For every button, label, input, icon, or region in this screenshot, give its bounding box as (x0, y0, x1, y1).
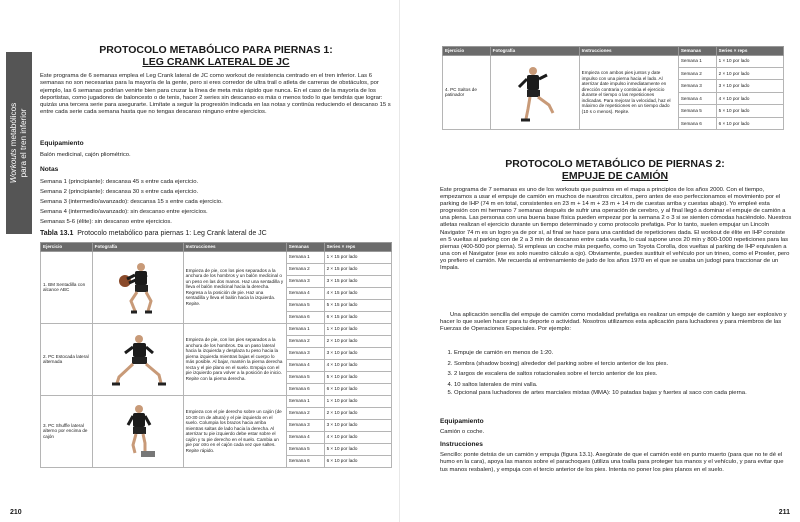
table-header-row (443, 47, 784, 56)
chapter-side-tab (6, 52, 32, 234)
week-cell: Semana 6 (286, 311, 324, 323)
note-item: Semana 3 (intermedio/avanzado): descansa 15 s entre cada ejercicio. (40, 199, 223, 205)
sets-cell: 1 × 10 por lado (716, 55, 783, 67)
week-cell: Semana 1 (286, 323, 324, 335)
sets-cell: 5 × 10 por lado (324, 371, 391, 383)
sets-cell: 1 × 10 por lado (324, 323, 391, 335)
exercise-table-left (40, 242, 392, 468)
page-title: PROTOCOLO METABÓLICO PARA PIERNAS 1: (99, 44, 333, 56)
exercise-name: 2. PC Estocada lateral alternada (41, 323, 93, 395)
squat-reach-figure-icon (95, 257, 181, 315)
exercise-name: 3. PC Shuffle lateral alterno por encima de cajón (41, 395, 93, 467)
example-list (440, 348, 794, 398)
sets-cell: 6 × 10 por lado (716, 117, 783, 129)
lateral-lunge-figure-icon (95, 329, 181, 387)
instructions-text: Sencillo: ponte detrás de un camión y empuja (figura 13.1). Asegúrate de que el camión esté en punto muerto (para que no te dé el humo en la cara), apoya las manos sobre el parachoques (utiliza una toalla para proteger tus manos y el vehículo, y para evitar que tus manos resbalen), y empuja con el tercio anterior de los pies. Intenta no poner los pies planos en el suelo. (440, 452, 784, 473)
note-item: Semana 2 (principiante): descansa 30 s entre cada ejercicio. (40, 189, 199, 195)
page-number-right: 211 (778, 509, 790, 516)
sets-cell: 2 × 10 por lado (716, 67, 783, 79)
table-row (41, 251, 392, 263)
right-page (400, 0, 800, 522)
list-item: 1. Empuje de camión en menos de 1:20. (454, 348, 794, 359)
exercise-name: 4. PC Saltos de patinador (443, 55, 491, 130)
week-cell: Semana 6 (286, 455, 324, 467)
week-cell: Semana 1 (286, 395, 324, 407)
sets-cell: 3 × 10 por lado (716, 80, 783, 92)
intro-paragraph-2: Una aplicación sencilla del empuje de camión como modalidad prefatiga es realizar un empuje de camión y luego ser explosivo y hacer lo que suelen hacer para tu deporte o actividad. Nosotros utilizamos esta aplicación para luchadores y para miembros de las Fuerzas de Operaciones Especiales. Por ejemplo: (440, 312, 787, 333)
exercise-table-right (442, 46, 784, 130)
week-cell: Semana 6 (286, 383, 324, 395)
sets-cell: 5 × 10 por lado (324, 443, 391, 455)
page-number-left: 210 (10, 509, 22, 516)
table-header-row (41, 243, 392, 252)
sets-cell: 4 × 15 por lado (324, 287, 391, 299)
exercise-instructions: Empieza de pie, con los pies separados a la anchura de los hombros. Da un paso lateral hacia la izquierda y desplaza tu peso hacia la pierna izquierda mientras bajas el cuerpo lo más posible. Al bajar, mantén la pierna derecha recta y el pie plano en el suelo. Empuja con el pie izquierdo para volver a la posición de inicio. Repite con la pierna derecha. (183, 323, 286, 395)
header-photo: Fotografía (490, 47, 579, 56)
exercise-instructions: Empieza con ambos pies juntos y date impulso con una pierna hacia el lado. Al aterrizar date impulso inmediatamente en dirección contraria y continúa el ejercicio durante el tiempo o las repeticiones indicadas. Para mejorar la velocidad, haz el máximo de repeticiones en un tiempo dado (10 s o menos). Repite. (579, 55, 678, 130)
sets-cell: 6 × 15 por lado (324, 311, 391, 323)
sets-cell: 6 × 10 por lado (324, 455, 391, 467)
equipment-heading: Equipamiento (440, 418, 484, 425)
instructions-heading: Instrucciones (440, 441, 483, 448)
week-cell: Semana 5 (286, 299, 324, 311)
list-item: 5. Opcional para luchadores de artes marciales mixtas (MMA): 10 patadas bajas y fuertes al saco con cada pierna. (454, 390, 794, 398)
table-row (443, 55, 784, 67)
week-cell: Semana 4 (286, 431, 324, 443)
exercise-photo (92, 395, 183, 467)
box-shuffle-figure-icon (95, 401, 181, 459)
week-cell: Semana 2 (678, 67, 716, 79)
week-cell: Semana 4 (286, 287, 324, 299)
notes-list (40, 177, 380, 227)
exercise-photo (92, 323, 183, 395)
header-weeks: Semanas (286, 243, 324, 252)
list-item: 4. 10 saltos laterales de mini valla. (454, 380, 794, 391)
exercise-instructions: Empieza con el pie derecho sobre un cajón (de 10-30 cm de altura) y el pie izquierdo en el suelo. Columpia los brazos hacia arriba mientras saltas de lado hacia la derecha. Al aterrizar tu pie izquierdo debe estar sobre el cajón y tu pie derecho en el suelo. Cambia un pie por otro en el cajón cada vez que saltes. Repite rápido. (183, 395, 286, 467)
sets-cell: 4 × 10 por lado (716, 92, 783, 104)
sets-cell: 3 × 10 por lado (324, 347, 391, 359)
week-cell: Semana 5 (286, 443, 324, 455)
sets-cell: 2 × 10 por lado (324, 407, 391, 419)
sets-cell: 1 × 15 por lado (324, 251, 391, 263)
sets-cell: 1 × 10 por lado (324, 395, 391, 407)
notes-heading: Notas (40, 166, 59, 173)
sets-cell: 4 × 10 por lado (324, 431, 391, 443)
sets-cell: 5 × 10 por lado (716, 105, 783, 117)
table-row (41, 323, 392, 335)
week-cell: Semana 1 (286, 251, 324, 263)
sets-cell: 6 × 10 por lado (324, 383, 391, 395)
intro-paragraph: Este programa de 7 semanas es uno de los workouts que pusimos en el mapa a principios de los años 2000. Con el tiempo, empezamos a usar el empuje de camión en muchos de nuestros circuitos, pero antes de eso perfeccionamos el movimiento por el parking de IHP (74 m en total, consistentes en 23 m + 14 m + 23 m + 14 m de cuestas arriba y cuestas abajo). Yo empleé esta progresión con mi hermano 7 semanas después de sufrir una operación de cerebro, y al final llegó a dominar el empuje de camión a una plena. Las personas con una buena base física pueden empezar por la semana 2 o 3 si se sienten cómodas haciéndolo. Nuestros atletas realizan el ejercicio durante un tiempo determinado y como protocolo prefatiga. Por lo tanto, suelen empujar un Lincoln Navigator 74 m es un logro ya de por sí, al final se hace para una cantidad de repeticiones dada. El workout de élite en IHP consiste en 5 vueltas al parking con de 2 a 3 min de descanso entre cada vuelta, lo cual supone unos 20 min y 800-1000 repeticiones para las piernas (400-500 por pierna). Si empleas un coche más pequeño, como un Toyota Corolla, dos vueltas al parking de IHP equivalen a una con el Navigator (ese es solo nuestro cálculo a ojo). Obviamente, puedes sustituir el vehículo por un trineo, como el Prowler, pero yo prefiero el camión. Me recuerda al entrenamiento de judo de los años 1970 en el que se usaba un judogi para traccionar de un Impala. (440, 187, 792, 272)
week-cell: Semana 1 (678, 55, 716, 67)
table-caption (40, 230, 267, 237)
exercise-photo (490, 55, 579, 130)
sets-cell: 5 × 15 por lado (324, 299, 391, 311)
left-title-block (40, 44, 392, 68)
table-caption-number: Tabla 13.1 (40, 230, 74, 237)
page-subtitle: EMPUJE DE CAMIÓN (561, 170, 669, 182)
sets-cell: 4 × 10 por lado (324, 359, 391, 371)
header-sets: Series × reps (716, 47, 783, 56)
week-cell: Semana 5 (678, 105, 716, 117)
exercise-photo (92, 251, 183, 323)
side-tab-line2: para el tren inferior (19, 108, 28, 178)
page-subtitle: LEG CRANK LATERAL DE JC (142, 56, 290, 68)
header-instructions: Instrucciones (183, 243, 286, 252)
note-item: Semanas 5-6 (élite): sin descanso entre ejercicios. (40, 219, 172, 225)
list-item: 2. Sombra (shadow boxing) alrededor del parking sobre el tercio anterior de los pies. (454, 359, 794, 370)
week-cell: Semana 5 (286, 371, 324, 383)
intro-paragraph: Este programa de 6 semanas emplea el Leg Crank lateral de JC como workout de resistencia centrado en el tren inferior. Las 6 semanas no son necesarias para la mayoría de la gente, pero si eres corredor de ultra trail o atleta de carreras de obstáculos, por ejemplo, las 6 semanas podrían venirte bien para cruzar la línea de meta más rápido que nunca. En el caso de la mayoría de los deportistas, como jugadores de baloncesto o de tenis, hacer 2 series sin descanso es más o menos todo lo que tendrás que lograr: quizás una tercera serie para asegurarte. Limítate a seguir la progresión indicada en las notas y continúa reduciendo el descanso 15 s entre cada serie cada semana hasta que no tengas descanso ninguno entre ejercicios. (40, 73, 391, 116)
header-instructions: Instrucciones (579, 47, 678, 56)
header-exercise: Ejercicio (41, 243, 93, 252)
week-cell: Semana 3 (286, 419, 324, 431)
week-cell: Semana 2 (286, 263, 324, 275)
table-caption-text: Protocolo metabólico para piernas 1: Leg Crank lateral de JC (77, 230, 267, 237)
equipment-text: Balón medicinal, cajón pliométrico. (40, 152, 131, 158)
week-cell: Semana 3 (286, 347, 324, 359)
sets-cell: 2 × 15 por lado (324, 263, 391, 275)
skater-jump-figure-icon (493, 57, 577, 127)
exercise-name: 1. BM Sentadilla con alcance ABC (41, 251, 93, 323)
list-item: 3. 2 largos de escalera de saltos rotacionales sobre el tercio anterior de los pies. (454, 369, 794, 380)
exercise-instructions: Empieza de pie, con los pies separados a la anchura de los hombros y un balón medicinal o un peso en las dos manos. Haz una sentadilla y lleva el balón medicinal hacia la derecha. Regresa a la posición de pie. Haz una sentadilla y lleva el balón hacia la izquierda. Repite. (183, 251, 286, 323)
header-weeks: Semanas (678, 47, 716, 56)
sets-cell: 3 × 10 por lado (324, 419, 391, 431)
week-cell: Semana 4 (286, 359, 324, 371)
note-item: Semana 4 (intermedio/avanzado): sin descanso entre ejercicios. (40, 209, 208, 215)
week-cell: Semana 2 (286, 407, 324, 419)
table-row (41, 395, 392, 407)
week-cell: Semana 3 (286, 275, 324, 287)
side-tab-workouts: Workouts (9, 148, 18, 184)
page-title: PROTOCOLO METABÓLICO DE PIERNAS 2: (505, 158, 725, 170)
week-cell: Semana 6 (678, 117, 716, 129)
header-photo: Fotografía (92, 243, 183, 252)
equipment-text: Camión o coche. (440, 429, 485, 435)
right-title-block (440, 158, 790, 182)
note-item: Semana 1 (principiante): descansa 45 s entre cada ejercicio. (40, 179, 199, 185)
side-tab-metabolicos: metabólicos (9, 102, 18, 149)
header-exercise: Ejercicio (443, 47, 491, 56)
equipment-heading: Equipamiento (40, 140, 84, 147)
week-cell: Semana 4 (678, 92, 716, 104)
sets-cell: 2 × 10 por lado (324, 335, 391, 347)
header-sets: Series × reps (324, 243, 391, 252)
sets-cell: 3 × 15 por lado (324, 275, 391, 287)
week-cell: Semana 3 (678, 80, 716, 92)
week-cell: Semana 2 (286, 335, 324, 347)
